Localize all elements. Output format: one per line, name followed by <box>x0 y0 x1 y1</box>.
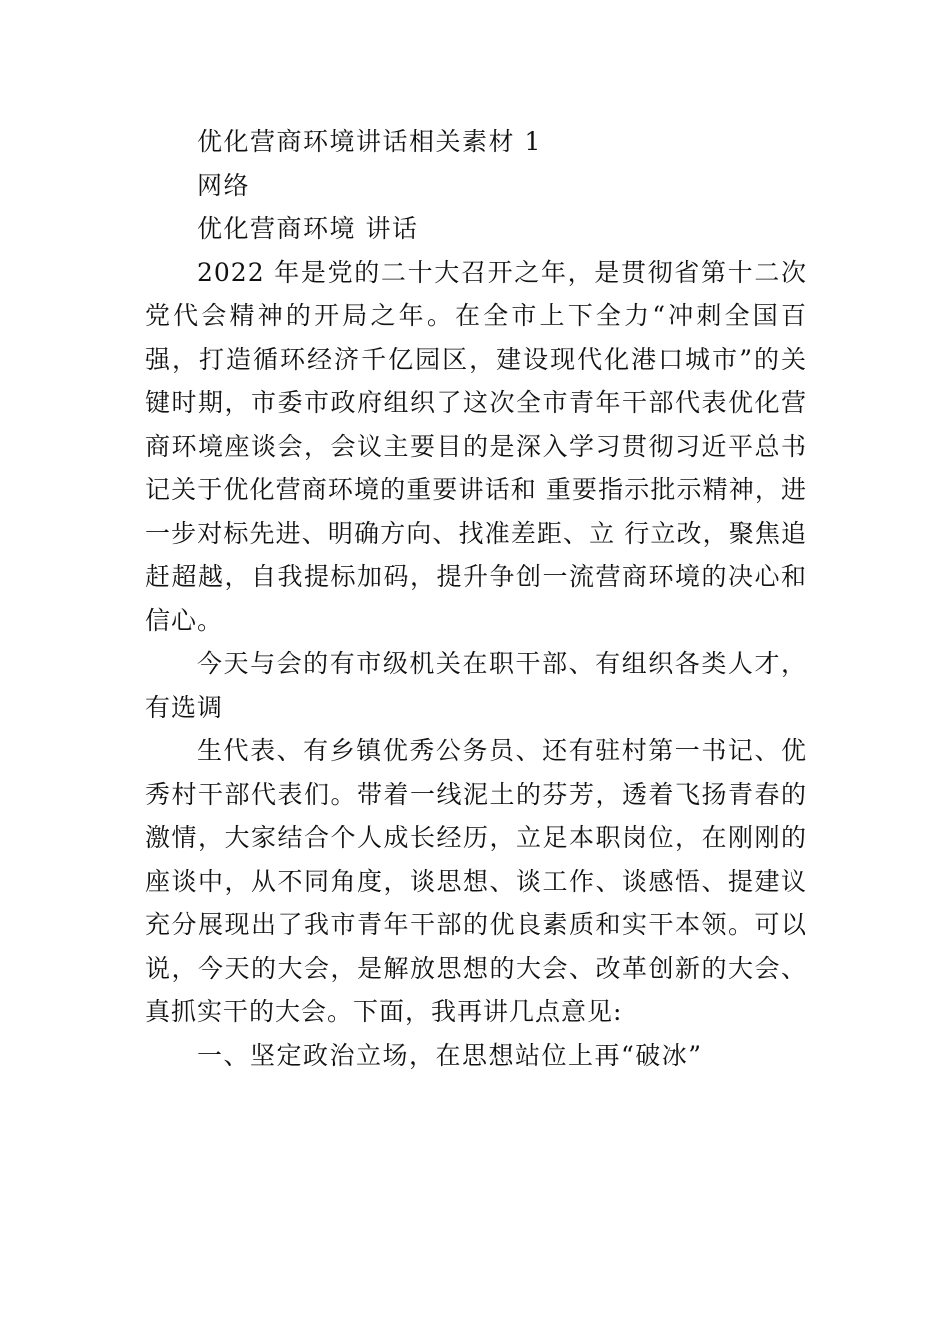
document-source: 网络 <box>197 170 251 200</box>
paragraph-representatives: 生代表、有乡镇优秀公务员、还有驻村第一书记、优秀村干部代表们。带着一线泥土的芬芳，透着飞扬青春的激情，大家结合个人成长经历，立足本职岗位，在刚刚的座谈中，从不同角度，谈思想、谈工作、谈感悟、提建议充分展现出了我市青年干部的优良素质和实干本领。可以说，今天的大会，是解放思想的大会、改革创新的大会、真抓实干的大会。下面，我再讲几点意见: <box>145 736 807 1026</box>
document-body <box>145 120 807 1077</box>
paragraph-attendees: 今天与会的有市级机关在职干部、有组织各类人才，有选调 <box>145 649 807 722</box>
paragraph-intro: 2022 年是党的二十大召开之年，是贯彻省第十二次党代会精神的开局之年。在全市上下全力“冲刺全国百强，打造循环经济千亿园区，建设现代化港口城市”的关键时期，市委市政府组织了这次全市青年干部代表优化营商环境座谈会，会议主要目的是深入学习贯彻习近平总书记关于优化营商环境的重要讲话和 重要指示批示精神，进一步对标先进、明确方向、找准差距、立 行立改，聚焦追赶超越，自我提标加码，提升争创一流营商环境的决心和信心。 <box>145 257 807 635</box>
section-heading-1: 一、坚定政治立场，在思想站位上再“破冰” <box>197 1040 703 1070</box>
document-subtitle: 优化营商环境 讲话 <box>197 214 419 243</box>
document-title: 优化营商环境讲话相关素材 1 <box>197 127 542 156</box>
